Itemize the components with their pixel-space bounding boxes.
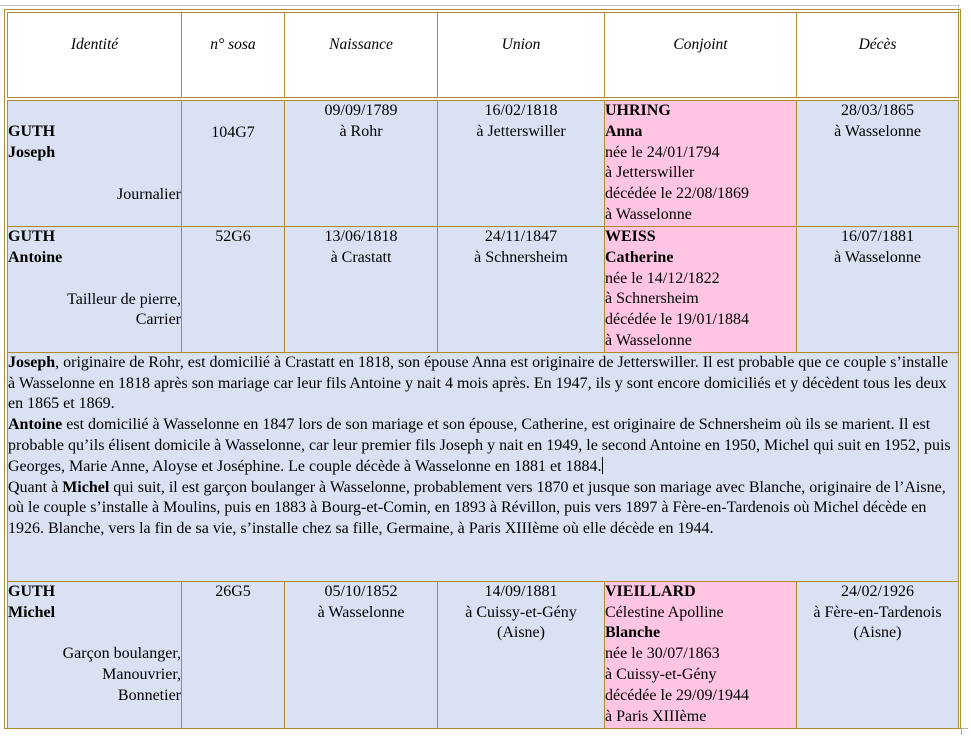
narrative-paragraph-antoine: est domicilié à Wasselonne en 1847 lors de son mariage et son épouse, Catherine, est originaire de Schnersheim où ils se marient. Il est probable qu’ils élisent domicile à Wasselonne, car leur premier fils Joseph y nait en 1949, le second Antoine en 1950, Michel qui suit en 1952, puis Georges, Marie Anne, Aloyse et Joséphine. Le couple décède à Wasselonne en 1881 et 1884. xyxy=(8,416,951,475)
narrative-paragraph-joseph: , originaire de Rohr, est domicilié à Crastatt en 1818, son épouse Anna est originaire de Jetterswiller. Il est probable que ce couple s’installe à Wasselonne en 1818 après son mariage car leur fils Antoine y nait 4 mois après. En 1947, ils y sont encore domiciliés et y décèdent tous les deux en 1865 et 1869. xyxy=(8,353,949,413)
spouse-birth-place: à Schnersheim xyxy=(605,290,699,308)
birth-place: à Rohr xyxy=(339,122,383,140)
death-place: à Wasselonne xyxy=(834,122,921,140)
narrative-name-antoine: Antoine xyxy=(8,416,63,434)
spouse-given-name: Blanche xyxy=(605,624,661,642)
spouse-given-name: Catherine xyxy=(605,248,674,266)
union-cell xyxy=(438,227,605,353)
genealogy-table xyxy=(7,100,959,729)
occupation: Garçon boulanger, xyxy=(62,645,181,663)
death-cell xyxy=(797,101,959,227)
birth-cell xyxy=(285,101,438,227)
sosa-number: 52G6 xyxy=(215,228,251,245)
header-conjoint: Conjoint xyxy=(605,13,797,98)
narrative-paragraph-michel: qui suit, il est garçon boulanger à Wasselonne, probablement vers 1870 et jusque son mariage avec Blanche, originaire de l’Aisne, où le couple s’installe à Moulins, puis en 1883 à Bourg-et-Comin, en 1893 à Révillon, puis vers 1897 à Fère-en-Tardenois où Michel décède en 1926. Blanche, vers la fin de sa vie, s’installe chez sa fille, Germaine, à Paris XIIIème où elle décède en 1944. xyxy=(8,478,946,538)
header-deces: Décès xyxy=(797,13,959,98)
spouse-death-place: à Wasselonne xyxy=(605,331,692,349)
table-row xyxy=(8,101,959,227)
spouse-death: décédée le 29/09/1944 xyxy=(605,686,749,704)
narrative-name-michel: Michel xyxy=(62,478,110,496)
surname: GUTH xyxy=(8,228,56,245)
union-place: à Cuissy-et-Gény xyxy=(465,603,577,621)
surname: GUTH xyxy=(8,582,56,600)
spouse-death-place: à Wasselonne xyxy=(605,205,692,223)
page-corner-mark xyxy=(961,728,968,735)
sosa-cell xyxy=(182,581,285,728)
page-top-rule xyxy=(0,5,960,6)
identity-cell xyxy=(8,581,182,728)
death-cell xyxy=(797,581,959,728)
spouse-death: décédée le 19/01/1884 xyxy=(605,311,749,329)
death-date: 24/02/1926 xyxy=(841,582,914,600)
narrative-name-joseph: Joseph xyxy=(8,353,56,371)
sosa-cell xyxy=(182,227,285,353)
identity-cell xyxy=(8,227,182,353)
surname: GUTH xyxy=(8,123,56,140)
spouse-given-name: Anna xyxy=(605,122,643,140)
death-cell xyxy=(797,227,959,353)
occupation: Journalier xyxy=(117,185,181,203)
header-union: Union xyxy=(438,13,605,98)
spouse-surname: VIEILLARD xyxy=(605,582,696,600)
given-name: Michel xyxy=(8,603,56,621)
spouse-birth: née le 24/01/1794 xyxy=(605,143,720,161)
death-region: (Aisne) xyxy=(853,624,902,642)
union-cell xyxy=(438,581,605,728)
given-name: Joseph xyxy=(8,143,56,161)
narrative-cell xyxy=(8,352,959,581)
header-naissance: Naissance xyxy=(285,13,438,98)
sosa-number: 26G5 xyxy=(215,582,251,600)
birth-date: 13/06/1818 xyxy=(324,228,398,245)
spouse-cell xyxy=(605,227,797,353)
sosa-number: 104G7 xyxy=(211,124,255,141)
narrative-row xyxy=(8,352,959,581)
spouse-death: décédée le 22/08/1869 xyxy=(605,185,749,203)
table-row xyxy=(8,227,959,353)
identity-cell xyxy=(8,101,182,227)
birth-cell xyxy=(285,227,438,353)
union-date: 24/11/1847 xyxy=(484,228,558,245)
header-row xyxy=(8,13,959,98)
spouse-cell xyxy=(605,581,797,728)
spouse-cell xyxy=(605,101,797,227)
occupation: Tailleur de pierre, xyxy=(67,290,181,308)
birth-date: 09/09/1789 xyxy=(324,102,398,119)
spouse-birth-place: à Cuissy-et-Gény xyxy=(605,665,717,683)
table-row xyxy=(8,581,959,728)
birth-place: à Crastatt xyxy=(330,248,392,266)
birth-cell xyxy=(285,581,438,728)
spouse-birth: née le 14/12/1822 xyxy=(605,269,720,287)
death-date: 28/03/1865 xyxy=(841,102,914,119)
spouse-surname: WEISS xyxy=(605,228,656,245)
union-cell xyxy=(438,101,605,227)
occupation: Manouvrier, xyxy=(102,666,181,684)
sosa-cell xyxy=(182,101,285,227)
union-region: (Aisne) xyxy=(497,624,545,642)
spouse-other-given-names: Célestine Apolline xyxy=(605,603,724,621)
birth-date: 05/10/1852 xyxy=(324,582,398,600)
header-identite: Identité xyxy=(8,13,182,98)
text-cursor xyxy=(602,457,603,474)
union-date: 16/02/1818 xyxy=(484,102,558,119)
occupation: Bonnetier xyxy=(117,686,181,704)
occupation: Carrier xyxy=(135,311,181,329)
spouse-death-place: à Paris XIIIème xyxy=(605,707,707,725)
narrative-prefix-michel: Quant à xyxy=(8,478,63,496)
birth-place: à Wasselonne xyxy=(317,603,405,621)
union-date: 14/09/1881 xyxy=(484,582,558,600)
union-place: à Schnersheim xyxy=(474,248,568,266)
header-sosa: n° sosa xyxy=(182,13,285,98)
death-place: à Wasselonne xyxy=(834,248,921,266)
header-table xyxy=(7,12,959,98)
spouse-birth: née le 30/07/1863 xyxy=(605,645,720,663)
spouse-surname: UHRING xyxy=(605,102,671,119)
union-place: à Jetterswiller xyxy=(476,122,566,140)
spouse-birth-place: à Jetterswiller xyxy=(605,164,695,182)
death-date: 16/07/1881 xyxy=(841,228,914,245)
death-place: à Fère-en-Tardenois xyxy=(813,603,942,621)
given-name: Antoine xyxy=(8,248,63,266)
